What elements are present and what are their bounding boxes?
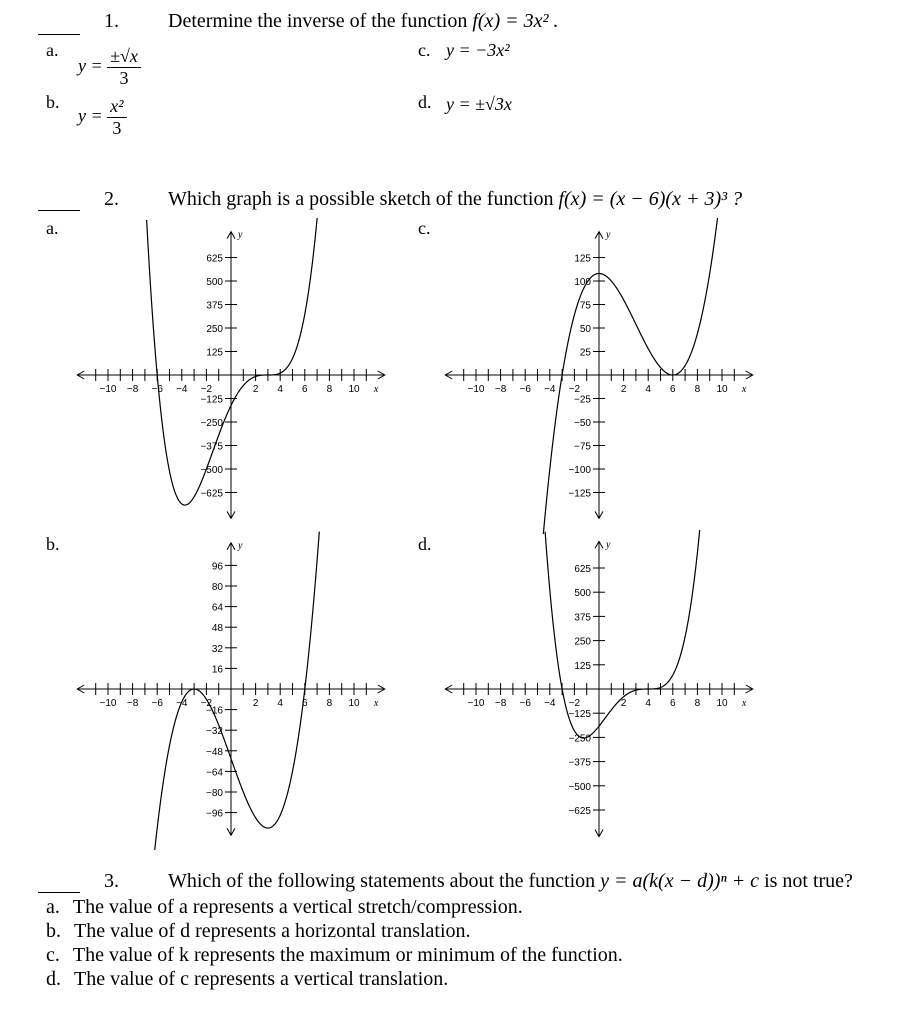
option-letter: b. [46, 920, 61, 942]
x-tick-label: −4 [544, 384, 556, 395]
y-tick-label: −64 [206, 767, 223, 779]
y-tick-label: 32 [211, 643, 223, 655]
x-tick-label: 4 [277, 698, 283, 709]
question-number-q1: 1. [104, 10, 119, 32]
x-tick-label: 2 [620, 698, 627, 709]
answer-blank-q3[interactable] [38, 892, 80, 893]
y-tick-label: −375 [568, 757, 591, 769]
x-tick-label: 10 [348, 698, 360, 709]
option-q1-c[interactable]: y = −3x² [446, 40, 510, 60]
option-text: The value of k represents the maximum or minimum of the function. [72, 944, 623, 966]
question-number-q2: 2. [104, 188, 119, 210]
y-tick-label: 625 [206, 253, 223, 265]
x-axis-label: x [741, 384, 747, 395]
graph-d[interactable] [440, 530, 780, 850]
x-tick-label: −8 [494, 384, 507, 395]
x-tick-label: 6 [670, 698, 676, 709]
x-tick-label: −10 [467, 698, 485, 709]
y-tick-label: −75 [574, 441, 591, 453]
x-tick-label: 6 [670, 384, 676, 395]
answer-blank-q1[interactable] [38, 34, 80, 35]
option-q3-d[interactable] [46, 968, 448, 991]
option-q3-b[interactable] [46, 920, 471, 943]
x-tick-label: −8 [494, 698, 507, 709]
question-number-q3: 3. [104, 870, 119, 892]
option-lhs: y = [78, 105, 103, 126]
y-tick-label: 250 [206, 324, 223, 335]
x-tick-label: 8 [694, 698, 701, 709]
y-tick-label: −80 [206, 788, 223, 799]
x-tick-label: 4 [645, 698, 651, 709]
denominator: 3 [112, 118, 122, 138]
x-tick-label: −8 [126, 698, 139, 709]
graph-c[interactable] [440, 218, 780, 534]
x-tick-label: 2 [252, 698, 259, 709]
y-tick-label: −125 [568, 488, 591, 500]
y-tick-label: −500 [200, 465, 223, 476]
graph-letter-a: a. [46, 218, 59, 238]
x-tick-label: 2 [252, 384, 259, 395]
answer-blank-q2[interactable] [38, 210, 80, 211]
numerator: x² [107, 96, 126, 118]
function-expression: f(x) = (x − 6)(x + 3)³ ? [558, 188, 743, 210]
y-tick-label: 50 [579, 324, 591, 335]
y-tick-label: −250 [200, 418, 223, 429]
x-axis-label: x [373, 384, 379, 395]
x-axis-label: x [373, 698, 379, 709]
y-tick-label: 64 [211, 602, 223, 614]
option-q1-d[interactable]: y = ±√3x [446, 94, 512, 114]
y-axis-label: y [238, 540, 243, 552]
y-tick-label: 25 [579, 347, 591, 359]
option-letter: c. [46, 944, 60, 966]
option-letter: a. [46, 896, 60, 918]
y-tick-label: −96 [206, 808, 223, 820]
denominator: 3 [119, 68, 129, 88]
curve-line [543, 218, 718, 534]
x-tick-label: −10 [99, 384, 117, 395]
y-tick-label: 625 [574, 564, 591, 575]
graph-a[interactable] [70, 218, 400, 534]
y-axis-label: y [606, 539, 611, 551]
option-letter: d. [46, 968, 61, 990]
y-tick-label: −625 [568, 806, 591, 817]
x-tick-label: −6 [151, 698, 163, 709]
graph-letter-d: d. [418, 534, 432, 554]
x-tick-label: 10 [716, 384, 728, 395]
option-q3-a[interactable] [46, 896, 523, 919]
x-tick-label: −6 [151, 384, 163, 395]
y-tick-label: 80 [211, 582, 223, 593]
x-tick-label: −4 [176, 698, 188, 709]
x-tick-label: −2 [200, 698, 213, 709]
question-text-q1 [168, 10, 558, 33]
y-tick-label: −32 [206, 726, 223, 738]
x-tick-label: −2 [200, 384, 213, 395]
y-tick-label: 125 [574, 253, 591, 265]
y-tick-label: −100 [568, 465, 591, 476]
question-prompt: Which of the following statements about the function [168, 870, 596, 892]
y-tick-label: −250 [568, 733, 591, 745]
y-tick-label: 48 [211, 623, 223, 635]
option-q3-c[interactable] [46, 944, 623, 967]
option-letter-q1-d: d. [418, 92, 432, 112]
question-tail: is not true? [764, 870, 853, 892]
option-lhs: y = [78, 55, 103, 76]
function-expression: f(x) = 3x² . [472, 10, 559, 32]
y-tick-label: −48 [206, 746, 223, 758]
option-text: The value of d represents a horizontal translation. [74, 920, 471, 942]
question-text-q2 [168, 188, 742, 211]
option-q1-a[interactable] [78, 46, 141, 89]
y-tick-label: 16 [211, 664, 223, 676]
x-axis-label: x [741, 698, 747, 709]
x-tick-label: −6 [519, 698, 531, 709]
y-tick-label: 125 [574, 660, 591, 672]
curve-line [147, 218, 318, 505]
option-letter-q1-a: a. [46, 40, 59, 60]
x-tick-label: 6 [302, 698, 308, 709]
y-tick-label: −25 [574, 394, 591, 406]
x-tick-label: 8 [694, 384, 701, 395]
y-tick-label: 75 [579, 300, 591, 312]
y-tick-label: −125 [200, 394, 223, 406]
x-tick-label: 10 [348, 384, 360, 395]
question-text-q3 [168, 870, 853, 893]
curve-line [154, 532, 319, 850]
question-prompt: Which graph is a possible sketch of the function [168, 188, 554, 210]
y-tick-label: −16 [206, 705, 223, 717]
y-axis-label: y [238, 229, 243, 241]
y-tick-label: 375 [574, 612, 591, 624]
x-tick-label: 10 [716, 698, 728, 709]
x-tick-label: −6 [519, 384, 531, 395]
option-q1-b[interactable] [78, 96, 127, 139]
y-tick-label: 500 [574, 588, 591, 600]
y-tick-label: 96 [211, 561, 223, 573]
x-tick-label: 8 [326, 698, 333, 709]
y-tick-label: −50 [574, 418, 591, 429]
y-tick-label: 375 [206, 300, 223, 312]
option-text: The value of c represents a vertical translation. [74, 968, 449, 990]
y-tick-label: 500 [206, 277, 223, 288]
x-tick-label: −4 [176, 384, 188, 395]
option-text: The value of a represents a vertical stretch/compression. [72, 896, 523, 918]
x-tick-label: 6 [302, 384, 308, 395]
question-prompt: Determine the inverse of the function [168, 10, 468, 32]
x-tick-label: −10 [99, 698, 117, 709]
graph-b[interactable] [70, 530, 400, 850]
x-tick-label: −8 [126, 384, 139, 395]
y-tick-label: 125 [206, 347, 223, 359]
y-tick-label: −625 [200, 488, 223, 500]
y-tick-label: −500 [568, 781, 591, 793]
x-tick-label: −4 [544, 698, 556, 709]
y-tick-label: −125 [568, 709, 591, 721]
x-tick-label: −2 [568, 698, 581, 709]
fraction [107, 46, 141, 89]
graph-letter-b: b. [46, 534, 60, 554]
fraction [107, 96, 126, 139]
x-tick-label: −10 [467, 384, 485, 395]
option-letter-q1-c: c. [418, 40, 431, 60]
y-tick-label: 100 [574, 277, 591, 288]
x-tick-label: 8 [326, 384, 333, 395]
y-axis-label: y [606, 229, 611, 241]
graph-letter-c: c. [418, 218, 431, 238]
x-tick-label: 4 [277, 384, 283, 395]
y-tick-label: −375 [200, 441, 223, 453]
function-expression: y = a(k(x − d))ⁿ + c [600, 870, 760, 892]
y-tick-label: 250 [574, 636, 591, 648]
x-tick-label: 4 [645, 384, 651, 395]
numerator: ±√x [107, 46, 141, 68]
x-tick-label: 2 [620, 384, 627, 395]
x-tick-label: −2 [568, 384, 581, 395]
option-letter-q1-b: b. [46, 92, 60, 112]
